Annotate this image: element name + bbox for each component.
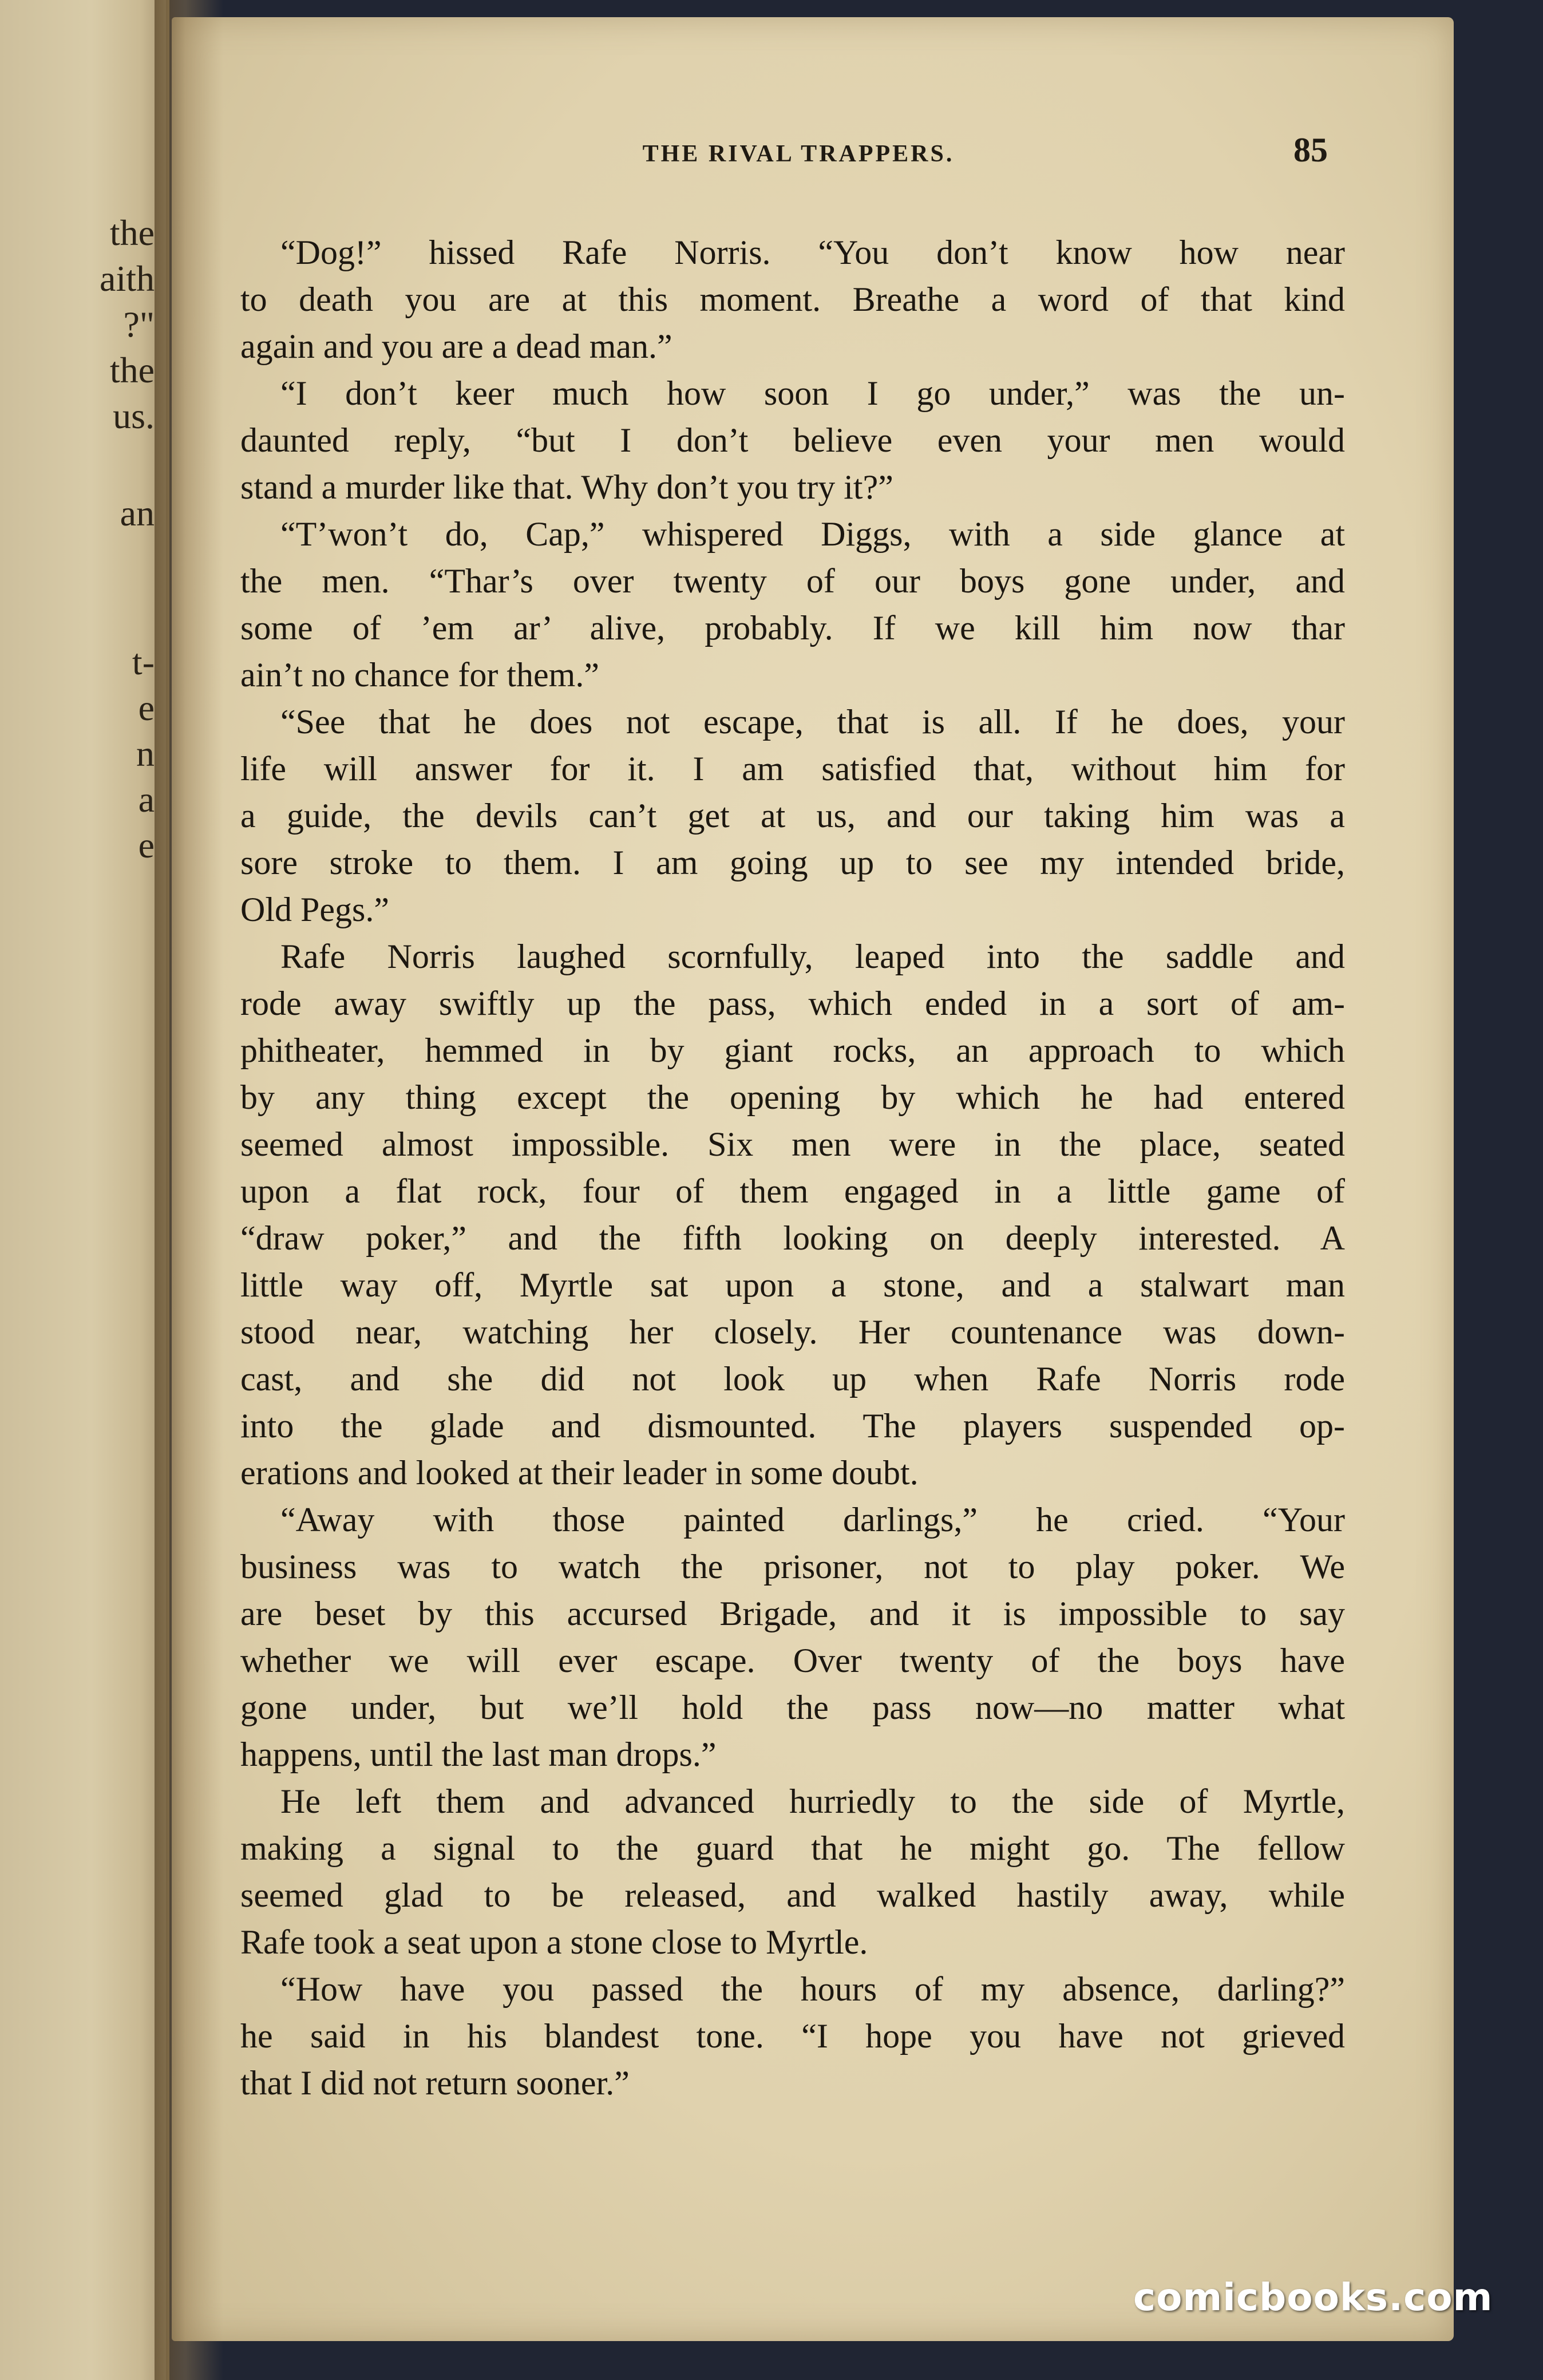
text-line: “How have you passed the hours of my absence, darling?” — [280, 1970, 1345, 2008]
text-line: Rafe Norris laughed scornfully, leaped into the saddle and — [280, 938, 1345, 975]
text-line: cast, and she did not look up when Rafe Norris rode — [240, 1360, 1345, 1398]
text-line: “I don’t keer much how soon I go under,” was the un- — [280, 374, 1345, 412]
text-line: rode away swiftly up the pass, which ended in a sort of am- — [240, 985, 1345, 1022]
text-line: some of ’em ar’ alive, probably. If we kill him now thar — [240, 609, 1345, 647]
text-line: to death you are at this moment. Breathe a word of that kind — [240, 280, 1345, 318]
text-line: stood near, watching her closely. Her countenance was down- — [240, 1313, 1345, 1351]
text-line: into the glade and dismounted. The players suspended op- — [240, 1407, 1345, 1445]
left-page-fragment: a — [138, 779, 155, 820]
text-line: upon a flat rock, four of them engaged in a little game of — [240, 1172, 1345, 1210]
text-line: “Away with those painted darlings,” he cried. “Your — [280, 1501, 1345, 1539]
text-line: by any thing except the opening by which he had entered — [240, 1078, 1345, 1116]
left-page-fragment: ?" — [123, 304, 155, 345]
text-line: seemed glad to be released, and walked hastily away, while — [240, 1876, 1345, 1914]
text-line: he said in his blandest tone. “I hope you have not grieved — [240, 2017, 1345, 2055]
text-line: little way off, Myrtle sat upon a stone, and a stalwart man — [240, 1266, 1345, 1304]
text-line: “Dog!” hissed Rafe Norris. “You don’t know how near — [280, 234, 1345, 271]
text-line: ain’t no chance for them.” — [240, 656, 599, 694]
text-line: Rafe took a seat upon a stone close to Myrtle. — [240, 1923, 868, 1961]
left-page-fragment: aith — [100, 258, 155, 299]
text-line: making a signal to the guard that he might go. The fellow — [240, 1829, 1345, 1867]
left-page-fragment: e — [138, 687, 155, 728]
text-line: phitheater, hemmed in by giant rocks, an approach to which — [240, 1031, 1345, 1069]
text-line: daunted reply, “but I don’t believe even your men would — [240, 421, 1345, 459]
text-line: erations and looked at their leader in some doubt. — [240, 1454, 919, 1492]
left-page-fragment: us. — [113, 396, 155, 436]
text-line: gone under, but we’ll hold the pass now—no matter what — [240, 1689, 1345, 1726]
left-page-fragment: the — [109, 350, 155, 390]
previous-page-edge — [0, 0, 169, 2380]
text-line: seemed almost impossible. Six men were in the place, seated — [240, 1125, 1345, 1163]
text-line: Old Pegs.” — [240, 891, 389, 928]
text-line: sore stroke to them. I am going up to see my intended bride, — [240, 844, 1345, 881]
text-line: whether we will ever escape. Over twenty of the boys have — [240, 1642, 1345, 1679]
left-page-fragment: an — [120, 493, 155, 533]
text-line: “T’won’t do, Cap,” whispered Diggs, with a side glance at — [280, 515, 1345, 553]
body-text — [240, 229, 1345, 2106]
text-line: a guide, the devils can’t get at us, and our taking him was a — [240, 797, 1345, 835]
text-line: “draw poker,” and the fifth looking on deeply interested. A — [240, 1219, 1345, 1257]
page-number: 85 — [1293, 131, 1328, 169]
text-line: “See that he does not escape, that is all. If he does, your — [280, 703, 1345, 741]
text-line: He left them and advanced hurriedly to the side of Myrtle, — [280, 1782, 1345, 1820]
text-line: stand a murder like that. Why don’t you try it?” — [240, 468, 893, 506]
text-line: the men. “Thar’s over twenty of our boys gone under, and — [240, 562, 1345, 600]
left-page-fragment: t- — [132, 642, 155, 682]
text-line: happens, until the last man drops.” — [240, 1735, 717, 1773]
text-line: that I did not return sooner.” — [240, 2064, 630, 2102]
site-watermark: comicbooks.com — [1133, 2275, 1493, 2319]
running-head: THE RIVAL TRAPPERS. — [642, 141, 955, 167]
text-line: again and you are a dead man.” — [240, 327, 672, 365]
text-line: business was to watch the prisoner, not to play poker. We — [240, 1548, 1345, 1586]
left-page-fragment: e — [138, 825, 155, 865]
text-line: life will answer for it. I am satisfied that, without him for — [240, 750, 1345, 788]
text-line: are beset by this accursed Brigade, and it is impossible to say — [240, 1595, 1345, 1632]
left-page-fragment: n — [136, 733, 155, 774]
left-page-fragment: the — [109, 212, 155, 253]
